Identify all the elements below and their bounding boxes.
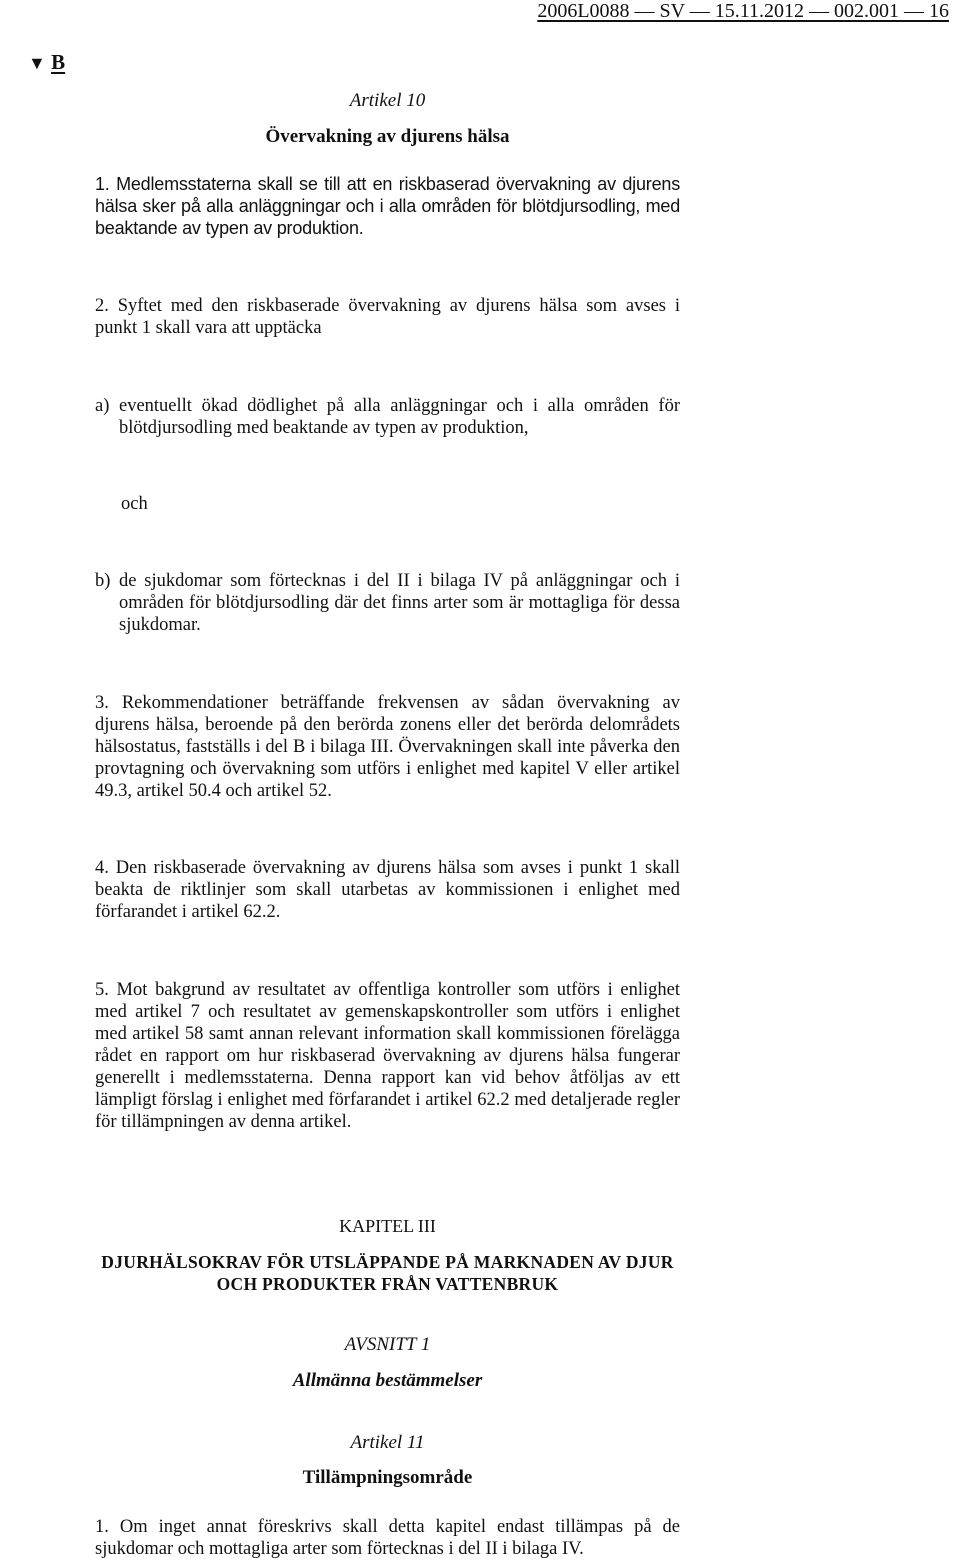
list-item-a-text: eventuellt ökad dödlighet på alla anläggningar och i alla områden för blötdjursodling med beaktande av typen av produktion, [119,396,680,438]
running-header: 2006L0088 — SV — 15.11.2012 — 002.001 — 16 [537,0,949,22]
article-10-paragraph-5: 5. Mot bakgrund av resultatet av offentliga kontroller som utförs i enlighet med artikel 7 och resultatet av gemenskapskontroller som utförs i enlighet med artikel 58 samt annan relevant information skall kommissionen förelägga rådet en rapport om hur riskbaserad övervakning av djurens hälsa fungerar generellt i medlemsstaterna. Denna rapport kan vid behov åtföljas av ett lämpligt förslag i enlighet med förfarandet i artikel 62.2 med detaljerade regler för tillämpningen av denna artikel. [95,980,680,1132]
list-item-a [95,395,680,439]
list-item-b-label: b) [95,571,111,591]
article-10-title: Övervakning av djurens hälsa [265,126,510,147]
section-label: AVSNITT 1 [344,1334,431,1355]
list-item-a-label: a) [95,396,110,416]
article-11-number: Artikel 11 [350,1432,425,1453]
conjunction-och: och [121,494,148,514]
article-10-paragraph-4: 4. Den riskbaserade övervakning av djurens hälsa som avses i punkt 1 skall beakta de riktlinjer som skall utarbetas av kommissionen i enlighet med förfarandet i artikel 62.2. [95,858,680,922]
article-11-title: Tillämpningsområde [302,1467,473,1488]
list-item-b-text: de sjukdomar som förtecknas i del II i bilaga IV på anläggningar och i områden för blötdjursodling där det finns arter som är mottagliga för dessa sjukdomar. [119,571,680,635]
chapter-title-line-2: OCH PRODUKTER FRÅN VATTENBRUK [216,1274,559,1294]
amendment-marker-label: B [51,50,66,74]
article-10-paragraph-2: 2. Syftet med den riskbaserade övervakning av djurens hälsa som avses i punkt 1 skall vara att upptäcka [95,296,680,338]
amendment-marker [28,50,65,75]
triangle-down-icon: ▼ [28,53,46,73]
article-11-paragraph-1: 1. Om inget annat föreskrivs skall detta kapitel endast tillämpas på de sjukdomar och mottagliga arter som förtecknas i del II i bilaga IV. [95,1517,680,1559]
chapter-title-line-1: DJURHÄLSOKRAV FÖR UTSLÄPPANDE PÅ MARKNADEN AV DJUR [101,1252,674,1272]
section-title: Allmänna bestämmelser [292,1370,483,1391]
article-10-number: Artikel 10 [349,90,426,111]
chapter-label: KAPITEL III [339,1216,436,1236]
article-10-paragraph-1: 1. Medlemsstaterna skall se till att en riskbaserad övervakning av djurens hälsa sker på alla anläggningar och i alla områden för blötdjursodling, med beaktande av typen av produktion. [95,174,680,238]
list-item-b [95,570,680,636]
article-10-paragraph-3: 3. Rekommendationer beträffande frekvensen av sådan övervakning av djurens hälsa, beroende på den berörda zonens eller det berörda delområdets hälsostatus, fastställs i del B i bilaga III. Övervakningen skall inte påverka den provtagning och övervakning som utförs i enlighet med kapitel V eller artikel 49.3, artikel 50.4 och artikel 52. [95,693,680,801]
